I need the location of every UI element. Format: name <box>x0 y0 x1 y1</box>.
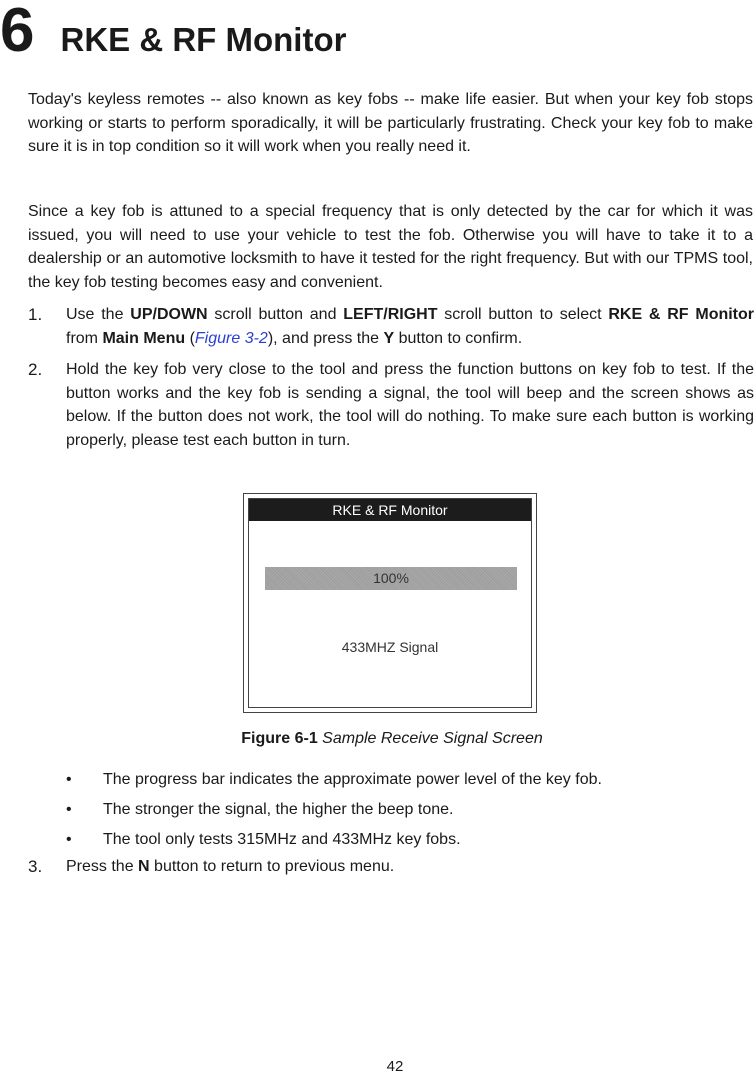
screen-title: RKE & RF Monitor <box>249 499 531 521</box>
bullet-icon: • <box>66 771 72 788</box>
figure-description: Sample Receive Signal Screen <box>322 730 543 747</box>
step-number: 3. <box>28 857 43 876</box>
figure-3-2-link[interactable]: Figure 3-2 <box>194 329 268 347</box>
device-screen <box>248 498 532 708</box>
intro-paragraph-1: Today's keyless remotes -- also known as key fobs -- make life easier. But when your key fob stops working or starts to perform sporadically, it will be particularly frustrating. Check your key fob to make sure it is in top condition so it will work when you really need it. <box>28 91 753 155</box>
signal-progress-bar <box>265 567 517 590</box>
list-item <box>66 825 746 855</box>
step-text: Use the UP/DOWN scroll button and LEFT/RIGHT scroll button to select RKE & RF Monitor from Main Menu (Figure 3-2), and press the Y button to confirm. <box>66 306 754 347</box>
progress-label: 100% <box>373 570 409 586</box>
step-number: 1. <box>28 305 43 324</box>
page-number: 42 <box>386 1058 404 1075</box>
step-number: 2. <box>28 360 43 379</box>
bullet-text: The stronger the signal, the higher the beep tone. <box>103 801 454 818</box>
bullet-text: The tool only tests 315MHz and 433MHz key fobs. <box>103 831 461 848</box>
figure-caption <box>0 730 754 748</box>
step-text: Press the N button to return to previous menu. <box>66 858 395 875</box>
bullet-icon: • <box>66 801 72 818</box>
bullet-text: The progress bar indicates the approximate power level of the key fob. <box>103 771 602 788</box>
device-screen-figure <box>243 493 537 713</box>
bullet-list <box>66 765 746 855</box>
bullet-icon: • <box>66 831 72 848</box>
list-item <box>66 765 746 795</box>
chapter-heading <box>0 0 346 70</box>
list-item <box>66 795 746 825</box>
chapter-title: RKE & RF Monitor <box>60 21 347 58</box>
intro-paragraph-2: Since a key fob is attuned to a special frequency that is only detected by the car for which it was issued, you will need to use your vehicle to test the fob. Otherwise you will have to take it to a dealership or an automotive locksmith to have it tested for the right frequency. But with our TPMS tool, the key fob testing becomes easy and convenient. <box>28 203 753 291</box>
step-text: Hold the key fob very close to the tool and press the function buttons on key fob to test. If the button works and the key fob is sending a signal, the tool will beep and the screen shows as below. If the button does not work, the tool will do nothing. To make sure each button is working properly, please test each button in turn. <box>66 361 754 449</box>
signal-label: 433MHZ Signal <box>341 639 439 655</box>
figure-number: Figure 6-1 <box>241 730 318 747</box>
chapter-number: 6 <box>0 0 35 65</box>
